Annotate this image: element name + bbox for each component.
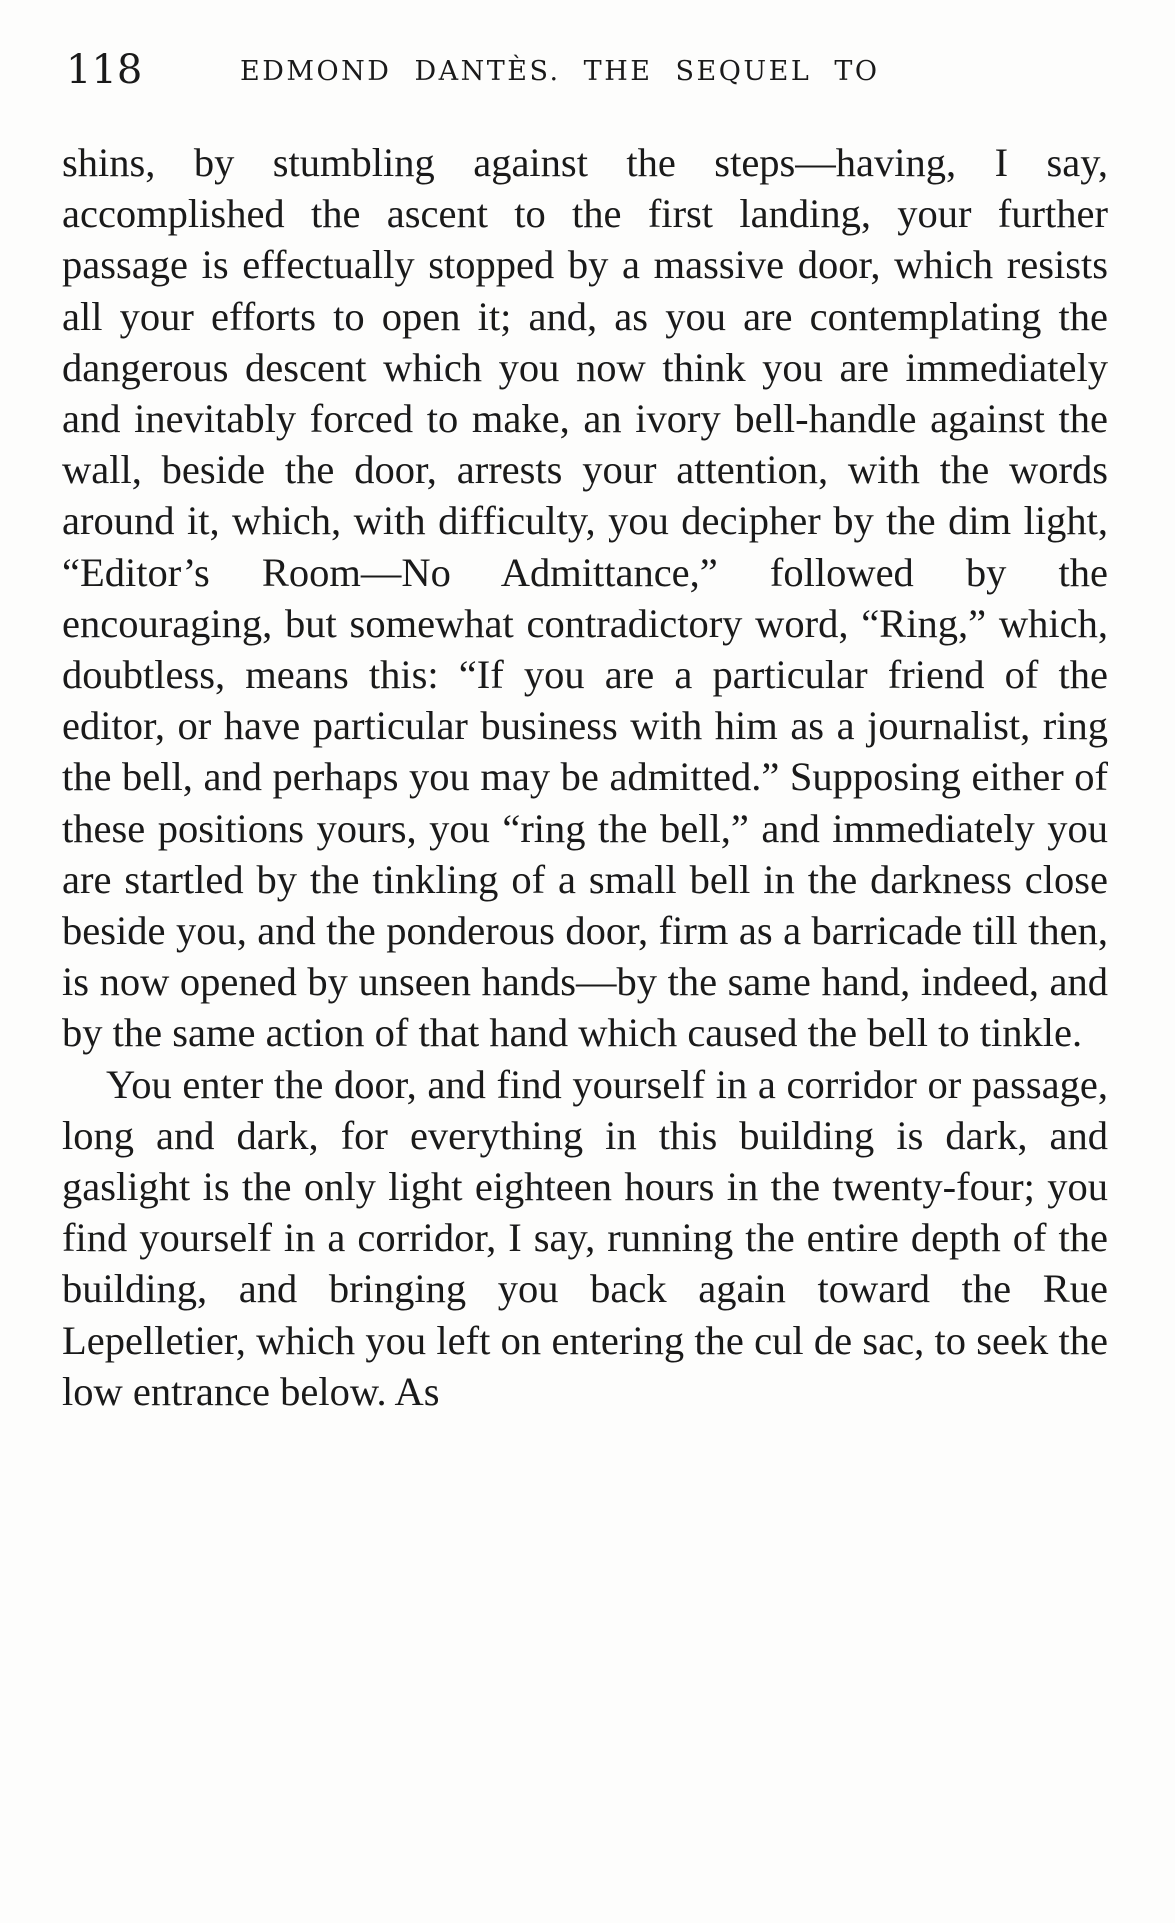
page-number: 118 [66, 47, 143, 93]
paragraph-1: shins, by stumbling against the steps—having, I say, accomplished the ascent to the first landing, your further passage is effectually stopped by a massive door, which resists all your efforts to open it; and, as you are contemplating the dangerous descent which you now think you are immediately and inevitably forced to make, an ivory bell-handle against the wall, beside the door, arrests your attention, with the words around it, which, with difficulty, you decipher by the dim light, “Editor’s Room—No Admittance,” followed by the encouraging, but somewhat contradictory word, “Ring,” which, doubtless, means this: “If you are a particular friend of the editor, or have particular business with him as a journalist, ring the bell, and perhaps you may be admitted.” Supposing either of these positions yours, you “ring the bell,” and immediately you are startled by the tinkling of a small bell in the darkness close beside you, and the ponderous door, firm as a barricade till then, is now opened by unseen hands—by the same hand, indeed, and by the same action of that hand which caused the bell to tinkle. [62, 140, 1108, 1056]
running-title: EDMOND DANTÈS. THE SEQUEL TO [240, 56, 880, 87]
body-text [62, 137, 1108, 1417]
running-head [66, 40, 946, 100]
paragraph-2: You enter the door, and find yourself in a corridor or passage, long and dark, for everything in this building is dark, and gaslight is the only light eighteen hours in the twenty-four; you find yourself in a corridor, I say, running the entire depth of the building, and bringing you back again toward the Rue Lepelletier, which you left on entering the cul de sac, to seek the low entrance below. As [62, 1061, 1108, 1414]
